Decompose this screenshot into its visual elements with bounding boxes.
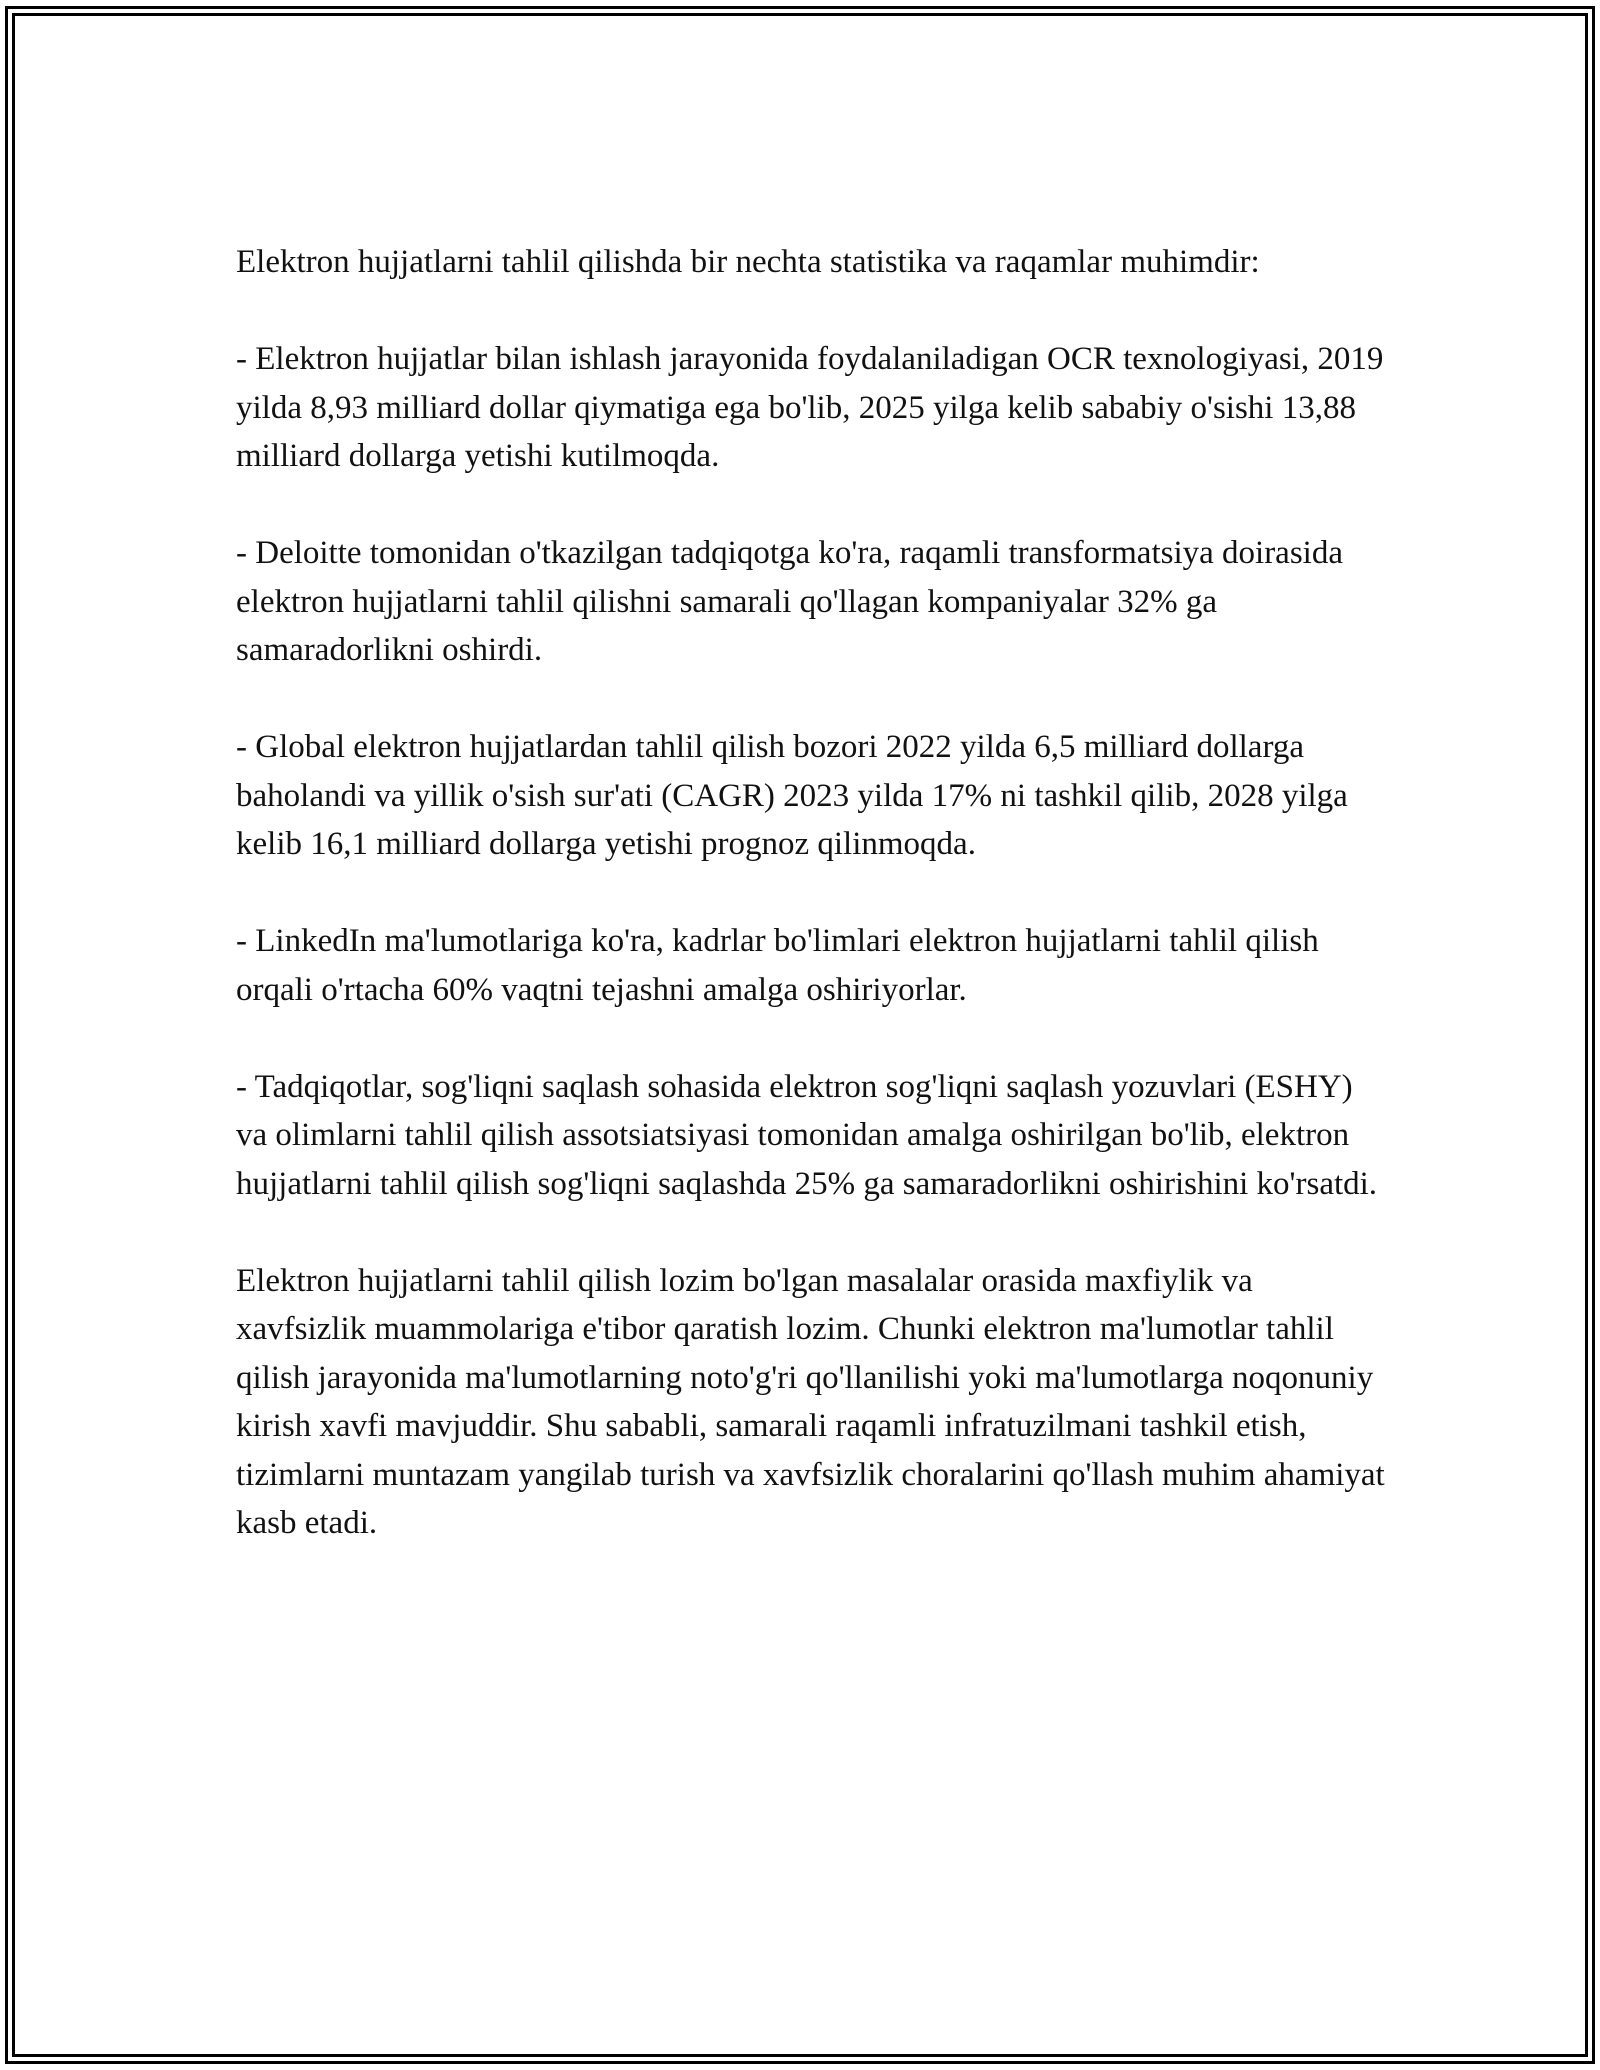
- document-body: [236, 238, 1386, 1596]
- bullet-ocr-market: - Elektron hujjatlar bilan ishlash jarayonida foydalaniladigan OCR texnologiyasi, 2019 yilda 8,93 milliard dollar qiymatiga ega bo'lib, 2025 yilga kelib sababiy o'sishi 13,88 milliard dollarga yetishi kutilmoqda.: [236, 341, 1384, 474]
- intro-paragraph: Elektron hujjatlarni tahlil qilishda bir nechta statistika va raqamlar muhimdir:: [236, 244, 1260, 280]
- bullet-healthcare-research: - Tadqiqotlar, sog'liqni saqlash sohasida elektron sog'liqni saqlash yozuvlari (ESHY) va olimlarni tahlil qilish assotsiatsiyasi tomonidan amalga oshirilgan bo'lib, elektron hujjatlarni tahlil qilish sog'liqni saqlashda 25% ga samaradorlikni oshirishini ko'rsatdi.: [236, 1068, 1378, 1202]
- bullet-linkedin-data: - LinkedIn ma'lumotlariga ko'ra, kadrlar bo'limlari elektron hujjatlarni tahlil qilish orqali o'rtacha 60% vaqtni tejashni amalga oshiriyorlar.: [236, 923, 1319, 1008]
- bullet-deloitte-study: - Deloitte tomonidan o'tkazilgan tadqiqotga ko'ra, raqamli transformatsiya doirasida elektron hujjatlarni tahlil qilishni samarali qo'llagan kompaniyalar 32% ga samaradorlikni oshirdi.: [236, 535, 1343, 668]
- bullet-global-market: - Global elektron hujjatlardan tahlil qilish bozori 2022 yilda 6,5 milliard dollarga baholandi va yillik o'sish sur'ati (CAGR) 2023 yilda 17% ni tashkil qilib, 2028 yilga kelib 16,1 milliard dollarga yetishi prognoz qilinmoqda.: [236, 729, 1348, 862]
- conclusion-paragraph: Elektron hujjatlarni tahlil qilish lozim bo'lgan masalalar orasida maxfiylik va xavfsizlik muammolariga e'tibor qaratish lozim. Chunki elektron ma'lumotlar tahlil qilish jarayonida ma'lumotlarning noto'g'ri qo'llanilishi yoki ma'lumotlarga noqonuniy kirish xavfi mavjuddir. Shu sababli, samarali raqamli infratuzilmani tashkil etish, tizimlarni muntazam yangilab turish va xavfsizlik choralarini qo'llash muhim ahamiyat kasb etadi.: [236, 1262, 1385, 1541]
